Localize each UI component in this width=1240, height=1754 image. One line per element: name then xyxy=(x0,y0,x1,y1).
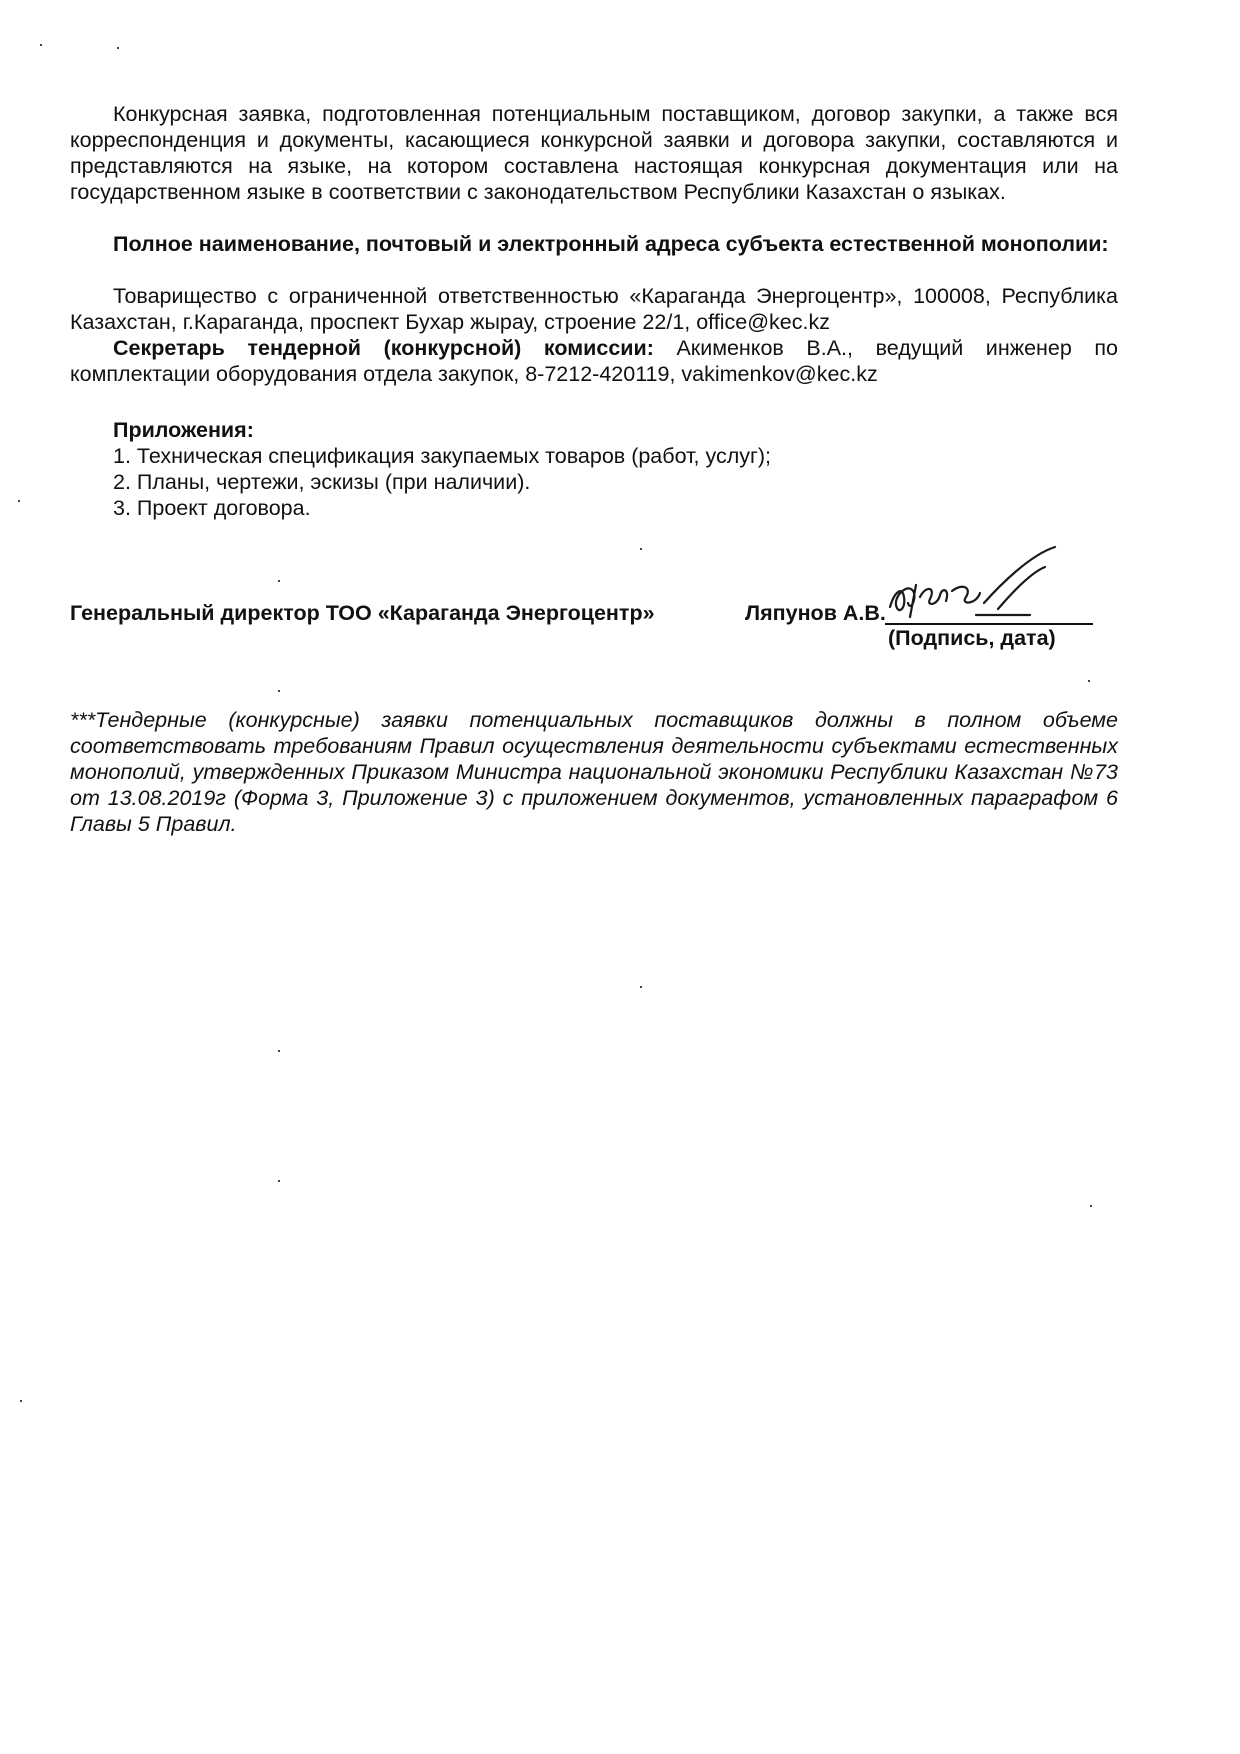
appendix-item: 3. Проект договора. xyxy=(113,496,311,520)
scan-speck xyxy=(1090,1205,1092,1207)
scan-speck xyxy=(18,500,20,502)
scan-speck xyxy=(640,548,642,550)
scan-speck xyxy=(40,44,42,46)
director-title: Генеральный директор ТОО «Караганда Энергоцентр» xyxy=(70,601,655,625)
footnote xyxy=(70,707,1118,837)
appendix-list xyxy=(113,417,771,521)
appendix-item: 1. Техническая спецификация закупаемых товаров (работ, услуг); xyxy=(113,444,772,468)
secretary-value: Акименков В.А., ведущий инженер по комплектации оборудования отдела закупок, 8-7212-420119, vakimenkov@kec.kz xyxy=(70,336,1118,386)
language-text: Конкурсная заявка, подготовленная потенциальным поставщиком, договор закупки, а также вся корреспонденция и документы, касающиеся конкурсной заявки и договора закупки, составляются и представляются на языке, на котором составлена настоящая конкурсная документация или на государственном языке в соответствии с законодательством Республики Казахстан о языках. xyxy=(70,102,1118,204)
signature-line xyxy=(885,623,1093,625)
scan-speck xyxy=(20,1400,22,1402)
scan-speck xyxy=(278,580,280,582)
secretary-paragraph xyxy=(70,335,1118,387)
monopoly-heading-paragraph xyxy=(70,231,1118,257)
language-paragraph xyxy=(70,101,1118,205)
scan-speck xyxy=(117,47,119,49)
scan-speck xyxy=(278,1180,280,1182)
appendix-item: 2. Планы, чертежи, эскизы (при наличии). xyxy=(113,470,531,494)
appendix-title: Приложения: xyxy=(113,418,254,442)
scan-speck xyxy=(278,690,280,692)
monopoly-address: Товарищество с ограниченной ответственностью «Караганда Энергоцентр», 100008, Республика Казахстан, г.Караганда, проспект Бухар жырау, строение 22/1, office@kec.kz xyxy=(70,284,1118,334)
scan-speck xyxy=(1088,680,1090,682)
monopoly-heading: Полное наименование, почтовый и электронный адреса субъекта естественной монополии: xyxy=(113,232,1109,256)
secretary-label: Секретарь тендерной (конкурсной) комиссии: xyxy=(113,336,654,360)
signer-name: Ляпунов А.В. xyxy=(745,601,886,625)
handwritten-signature-icon xyxy=(880,545,1080,630)
scan-speck xyxy=(278,1050,280,1052)
scan-speck xyxy=(640,986,642,988)
monopoly-address-paragraph xyxy=(70,283,1118,335)
footnote-text: ***Тендерные (конкурсные) заявки потенциальных поставщиков должны в полном объеме соответствовать требованиям Правил осуществления деятельности субъектами естественных монополий, утвержденных Приказом Министра национальной экономики Республики Казахстан №73 от 13.08.2019г (Форма 3, Приложение 3) с приложением документов, установленных параграфом 6 Главы 5 Правил. xyxy=(70,708,1118,836)
signature-caption: (Подпись, дата) xyxy=(888,626,1056,650)
secretary-text xyxy=(70,335,1118,387)
